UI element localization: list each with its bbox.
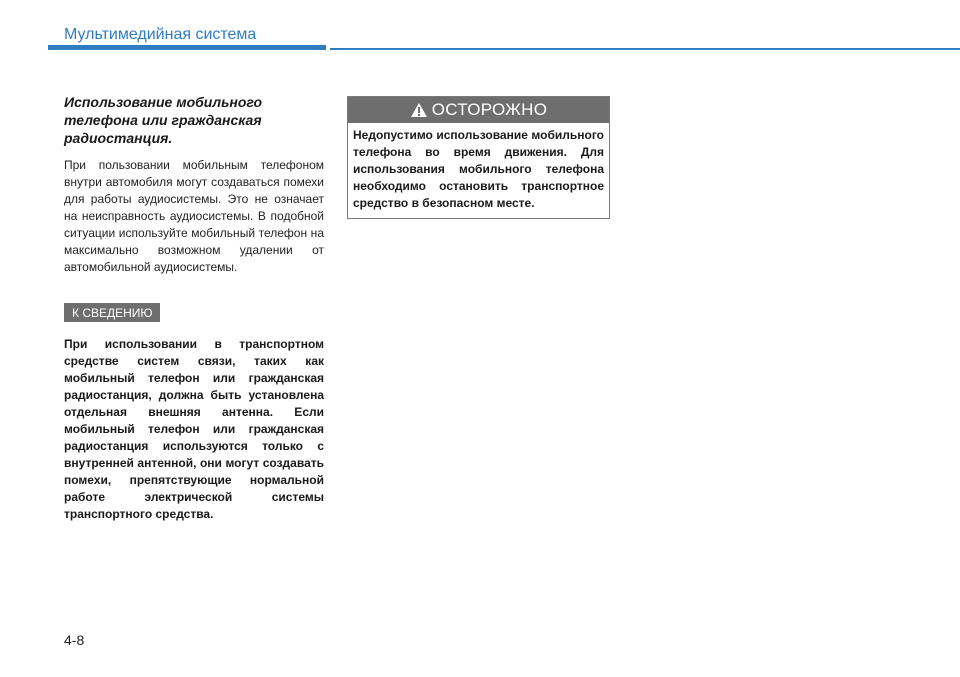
notice-paragraph: При использовании в транспортном средстве систем связи, таких как мобильный телефон или гражданская радиостанция, должна быть установлена отдельная внешняя антенна. Если мобильный телефон или гражданская радиостанция используются только с внутренней антенной, они могут создавать помехи, препятствующие нормальной работе электрической системы транспортного средства. (64, 337, 324, 521)
warning-triangle-icon (410, 102, 428, 118)
section-title: Мультимедийная система (64, 26, 257, 43)
left-column (64, 93, 324, 523)
notice-label: К СВЕДЕНИЮ (64, 303, 160, 322)
header-rule-thick (48, 45, 326, 50)
warning-title: ОСТОРОЖНО (431, 100, 548, 119)
warning-text: Недопустимо использование мобильного телефона во время движения. Для использования мобильного телефона необходимо остановить транспортное средство в безопасном месте. (353, 128, 604, 210)
header-rule-thin (330, 48, 960, 50)
body-paragraph: При пользовании мобильным телефоном внутри автомобиля могут создаваться помехи для работы аудиосистемы. Это не означает на неисправность аудиосистемы. В подобной ситуации используйте мобильный телефон на максимально возможном удалении от автомобильной аудиосистемы. (64, 158, 324, 274)
warning-header (348, 97, 609, 123)
page-number: 4-8 (64, 632, 85, 648)
subsection-heading: Использование мобильного телефона или гражданская радиостанция. (64, 94, 263, 146)
warning-box (347, 96, 610, 219)
